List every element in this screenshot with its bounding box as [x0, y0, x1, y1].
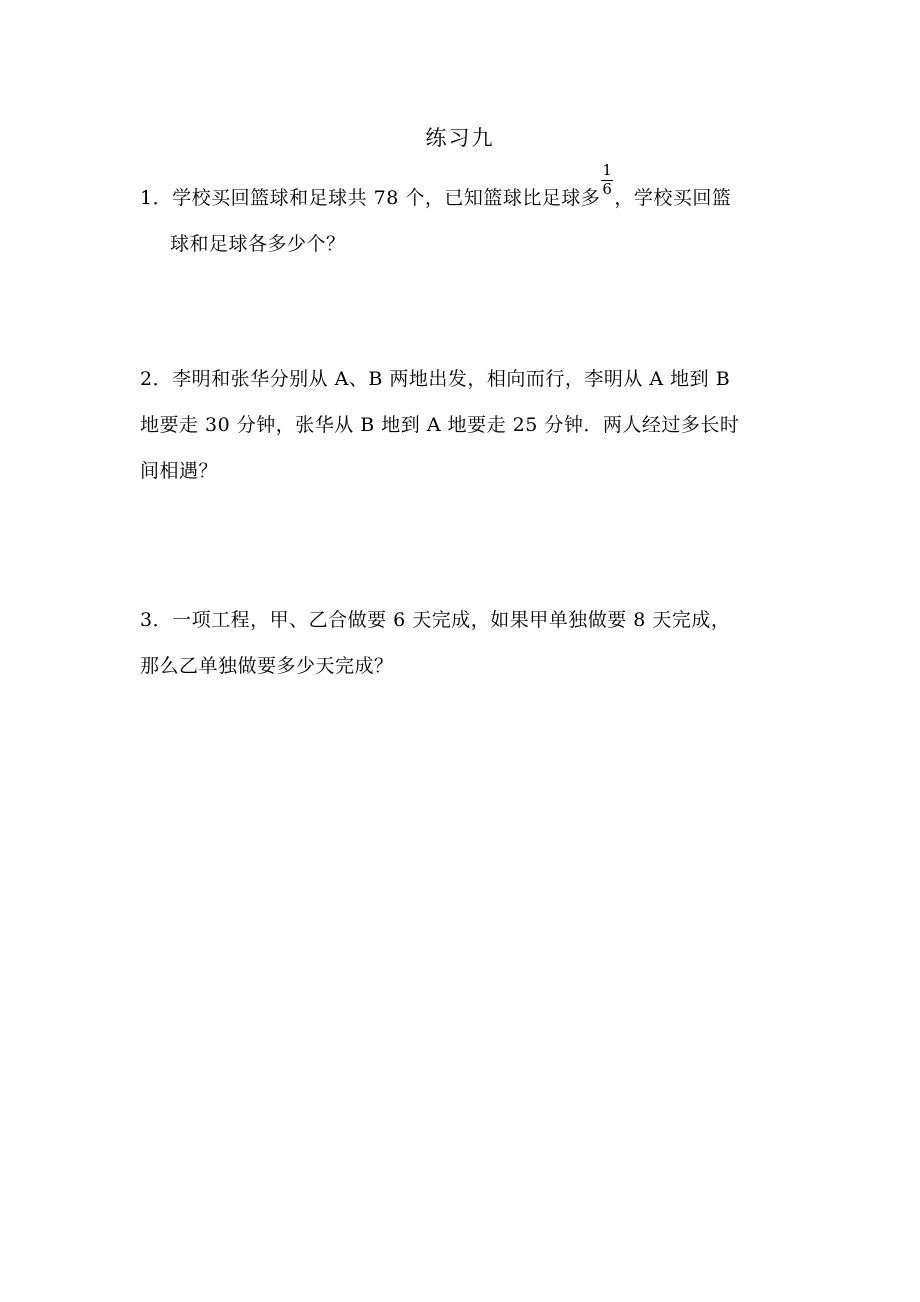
problem-2 [140, 356, 790, 494]
problem-3 [140, 597, 790, 689]
problem-1 [140, 161, 790, 267]
problem-3-line-2: 那么乙单独做要多少天完成？ [140, 655, 394, 677]
fraction-one-sixth [601, 161, 613, 204]
problem-2-line-2: 地要走 30 分钟，张华从 B 地到 A 地要走 25 分钟．两人经过多长时 [140, 414, 740, 436]
problem-1-text-before-fraction: 1．学校买回篮球和足球共 78 个，已知篮球比足球多 [140, 187, 601, 209]
page-title: 练习九 [425, 126, 495, 150]
fraction-numerator: 1 [602, 161, 613, 179]
problem-2-line-3: 间相遇？ [140, 460, 219, 482]
fraction-denominator: 6 [602, 180, 613, 198]
problem-1-text-after-fraction: ，学校买回篮 [614, 187, 732, 209]
problem-1-line-1 [140, 161, 790, 221]
problem-1-line-2: 球和足球各多少个？ [170, 233, 346, 255]
problem-3-line-1: 3．一项工程，甲、乙合做要 6 天完成，如果甲单独做要 8 天完成， [140, 609, 731, 631]
problem-2-line-1: 2．李明和张华分别从 A、B 两地出发，相向而行，李明从 A 地到 B [140, 368, 731, 390]
